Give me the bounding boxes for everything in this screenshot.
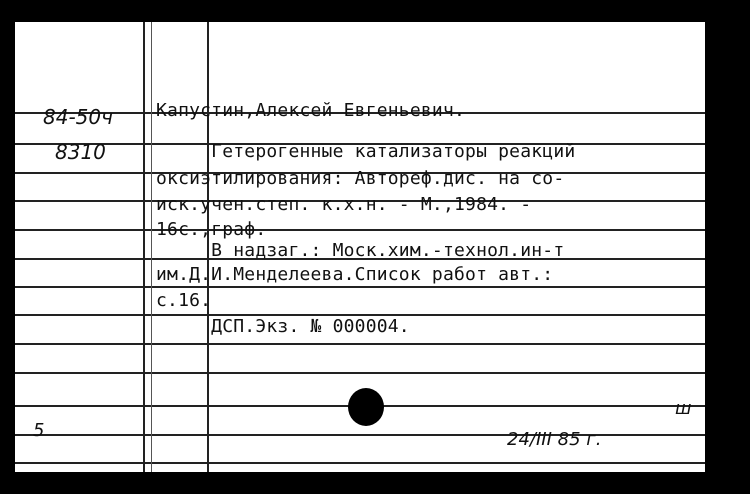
rule-line bbox=[15, 343, 705, 345]
card-text-line: В надзаг.: Моск.хим.-технол.ин-т bbox=[156, 240, 565, 261]
card-text-line: 16с.,граф. bbox=[156, 219, 267, 240]
call-number-2: 8310 bbox=[55, 140, 106, 164]
card-text-line: оксиэтилирования: Автореф.дис. на со- bbox=[156, 168, 565, 189]
rule-line bbox=[15, 434, 705, 436]
bottom-note: 24/III 85 г. bbox=[507, 429, 602, 450]
card-text-line: ДСП.Экз. № 000004. bbox=[156, 316, 410, 337]
margin-line-inner bbox=[151, 22, 152, 472]
card-text-line: иск.учен.степ. к.х.н. - М.,1984. - bbox=[156, 194, 532, 215]
right-mark: ш bbox=[675, 398, 692, 419]
margin-line-left bbox=[143, 22, 145, 472]
punch-hole bbox=[348, 388, 384, 426]
call-number-1: 84-50ч bbox=[43, 105, 113, 129]
rule-line bbox=[15, 462, 705, 464]
catalog-card bbox=[15, 22, 705, 472]
page-mark: 5 bbox=[33, 420, 45, 441]
rule-line bbox=[15, 286, 705, 288]
card-text-line: Гетерогенные катализаторы реакций bbox=[156, 141, 576, 162]
card-text-line: им.Д.И.Менделеева.Список работ авт.: bbox=[156, 264, 554, 285]
card-text-line: с.16. bbox=[156, 290, 212, 311]
rule-line bbox=[15, 372, 705, 374]
rule-line bbox=[15, 229, 705, 231]
card-text-line: Капустин,Алексей Евгеньевич. bbox=[156, 100, 466, 121]
